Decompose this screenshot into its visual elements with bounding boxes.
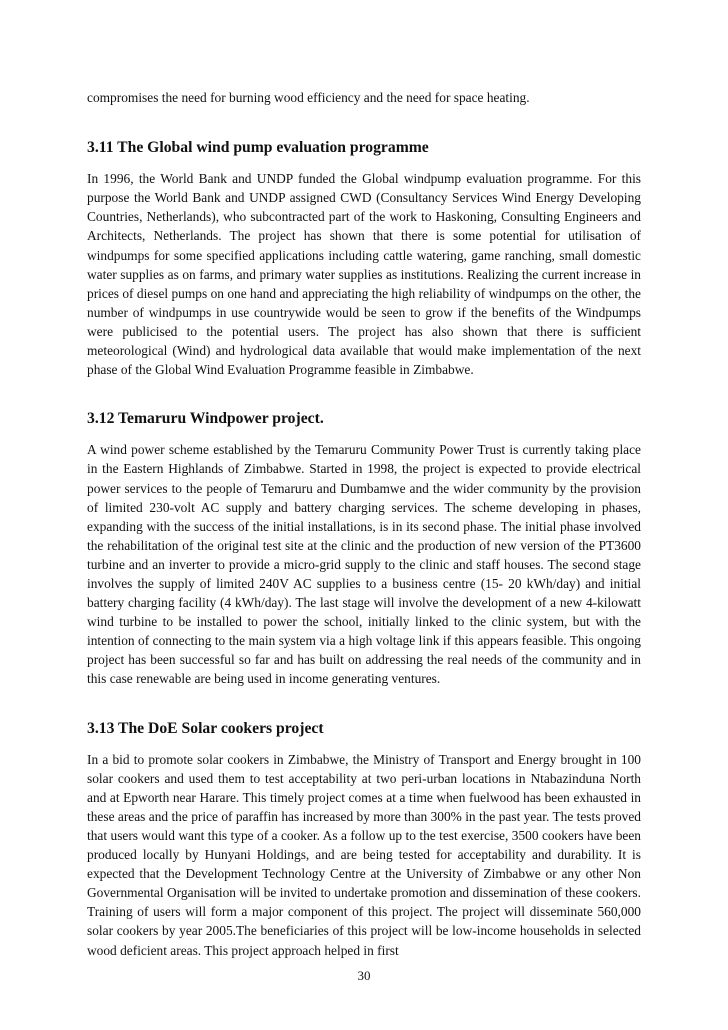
page-number: 30 <box>357 968 371 983</box>
intro-paragraph: compromises the need for burning wood efficiency and the need for space heating. <box>87 90 530 105</box>
section-body-3-11: In 1996, the World Bank and UNDP funded the Global windpump evaluation programme. For this purpose the World Bank and UNDP assigned CWD (Consultancy Services Wind Energy Developing Countries, Netherlands), who subcontracted part of the work to Haskoning, Consulting Engineers and Architects, Netherlands. The project has shown that there is some potential for utilisation of windpumps for some specified applications including cattle watering, game ranching, small domestic water supplies as on farms, and primary water supplies as institutions. Realizing the current increase in prices of diesel pumps on one hand and appreciating the high reliability of windpumps on the other, the number of windpumps in use countrywide would be seen to grow if the benefits of the Windpumps were publicised to the potential users. The project has also shown that there is sufficient meteorological (Wind) and hydrological data available that would make implementation of the next phase of the Global Wind Evaluation Programme feasible in Zimbabwe. <box>87 171 641 378</box>
section-heading-3-13: 3.13 The DoE Solar cookers project <box>87 719 324 737</box>
section-heading-3-12: 3.12 Temaruru Windpower project. <box>87 410 324 428</box>
section-heading-3-11: 3.11 The Global wind pump evaluation programme <box>87 139 429 157</box>
section-body-3-13: In a bid to promote solar cookers in Zimbabwe, the Ministry of Transport and Energy brought in 100 solar cookers and used them to test acceptability at two peri-urban locations in Ntabazinduna North and at Epworth near Harare. This timely project comes at a time when fuelwood has been exhausted in these areas and the price of paraffin has increased by more than 300% in the past year. The tests proved that users would want this type of a cooker. As a follow up to the test exercise, 3500 cookers have been produced locally by Hunyani Holdings, and are being tested for acceptability and durability. It is expected that the Development Technology Centre at the University of Zimbabwe or any other Non Governmental Organisation will be invited to undertake promotion and dissemination of these cookers. Training of users will form a major component of this project. The project will disseminate 560,000 solar cookers by year 2005.The beneficiaries of this project will be low-income households in selected wood deficient areas. This project approach helped in first <box>87 751 641 958</box>
section-body-3-12: A wind power scheme established by the Temaruru Community Power Trust is currently taking place in the Eastern Highlands of Zimbabwe. Started in 1998, the project is expected to provide electrical power services to the people of Temaruru and Dumbamwe and the wider community by the provision of limited 230-volt AC supply and battery charging services. The scheme developing in phases, expanding with the success of the initial installations, is in its second phase. The initial phase involved the rehabilitation of the original test site at the clinic and the production of new version of the PT3600 turbine and an inverter to provide a micro-grid supply to the clinic and staff houses. The second stage involves the supply of limited 240V AC supplies to a business centre (15- 20 kWh/day) and initial battery charging facility (4 kWh/day). The last stage will involve the development of a new 4-kilowatt wind turbine to be installed to power the school, initially linked to the clinic system, but with the intention of connecting to the main system via a high voltage link if this appears feasible. This ongoing project has been successful so far and has built on addressing the real needs of the community and in this case renewable are being used in income generating ventures. <box>87 442 641 687</box>
document-page <box>87 88 641 960</box>
